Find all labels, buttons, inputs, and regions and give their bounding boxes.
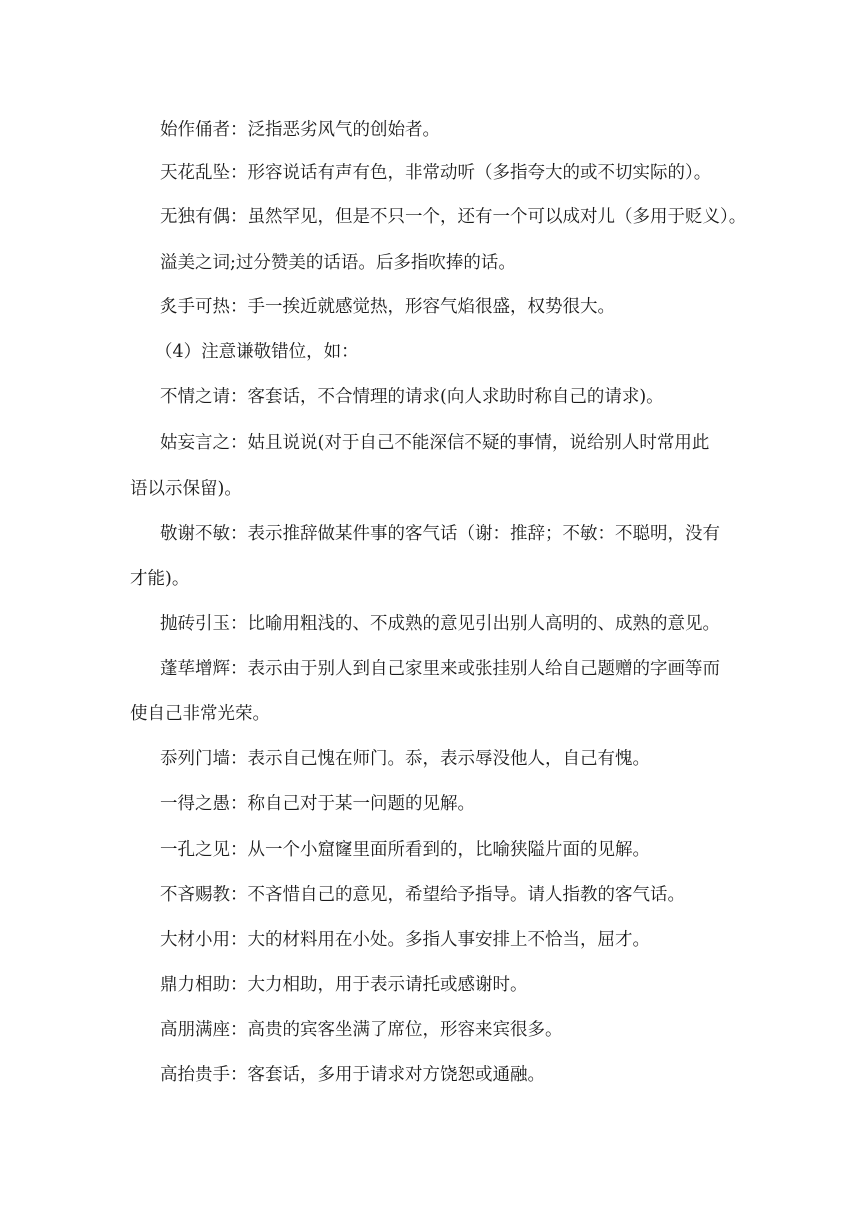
entry-guwangyanzhi-cont: 语以示保留)。 <box>130 479 242 499</box>
entry-buqingzhiqing: 不情之请：客套话，不合情理的请求(向人求助时称自己的请求)。 <box>160 387 664 407</box>
entry-dinglixiangzhu: 鼎力相助：大力相助，用于表示请托或感谢时。 <box>160 975 528 995</box>
entry-tianliementiang: 忝列门墙：表示自己愧在师门。忝，表示辱没他人，自己有愧。 <box>160 749 650 769</box>
entry-guwangyanzhi: 姑妄言之：姑且说说(对于自己不能深信不疑的事情，说给别人时常用此 <box>160 433 710 453</box>
entry-gaopengmanzuo: 高朋满座：高贵的宾客坐满了席位，形容来宾很多。 <box>160 1020 563 1040</box>
entry-yimeizhici: 溢美之词;过分赞美的话语。后多指吹捧的话。 <box>160 253 516 273</box>
entry-dacaixiaoyong: 大材小用：大的材料用在小处。多指人事安排上不恰当，屈才。 <box>160 930 650 950</box>
entry-tianhualuanzhui: 天花乱坠：形容说话有声有色，非常动听（多指夸大的或不切实际的）。 <box>160 163 712 183</box>
entry-pengbizenghui: 蓬荜增辉：表示由于别人到自己家里来或张挂别人给自己题赠的字画等而 <box>160 659 720 679</box>
entry-paozhuanyinyu: 抛砖引玉：比喻用粗浅的、不成熟的意见引出别人高明的、成熟的意见。 <box>160 614 720 634</box>
entry-jingxiebumin: 敬谢不敏：表示推辞做某件事的客气话（谢：推辞；不敏：不聪明，没有 <box>160 524 720 544</box>
entry-yikongzhijian: 一孔之见：从一个小窟窿里面所看到的，比喻狭隘片面的见解。 <box>160 840 650 860</box>
entry-bulincijiao: 不吝赐教：不吝惜自己的意见，希望给予指导。请人指教的客气话。 <box>160 885 685 905</box>
entry-pengbizenghui-cont: 使自己非常光荣。 <box>130 704 270 724</box>
entry-wuduyouou: 无独有偶：虽然罕见，但是不只一个，还有一个可以成对儿（多用于贬义）。 <box>160 207 747 227</box>
entry-gaotaiguishou: 高抬贵手：客套话，多用于请求对方饶恕或通融。 <box>160 1065 545 1085</box>
entry-zhishoukere: 炙手可热：手一挨近就感觉热，形容气焰很盛，权势很大。 <box>160 297 615 317</box>
entry-jingxiebumin-cont: 才能)。 <box>130 569 190 589</box>
entry-yidezhiyu: 一得之愚：称自己对于某一问题的见解。 <box>160 794 475 814</box>
entry-shizuoyongzhe: 始作俑者：泛指恶劣风气的创始者。 <box>160 120 440 140</box>
section-heading-4: （4）注意谦敬错位，如： <box>155 342 359 362</box>
